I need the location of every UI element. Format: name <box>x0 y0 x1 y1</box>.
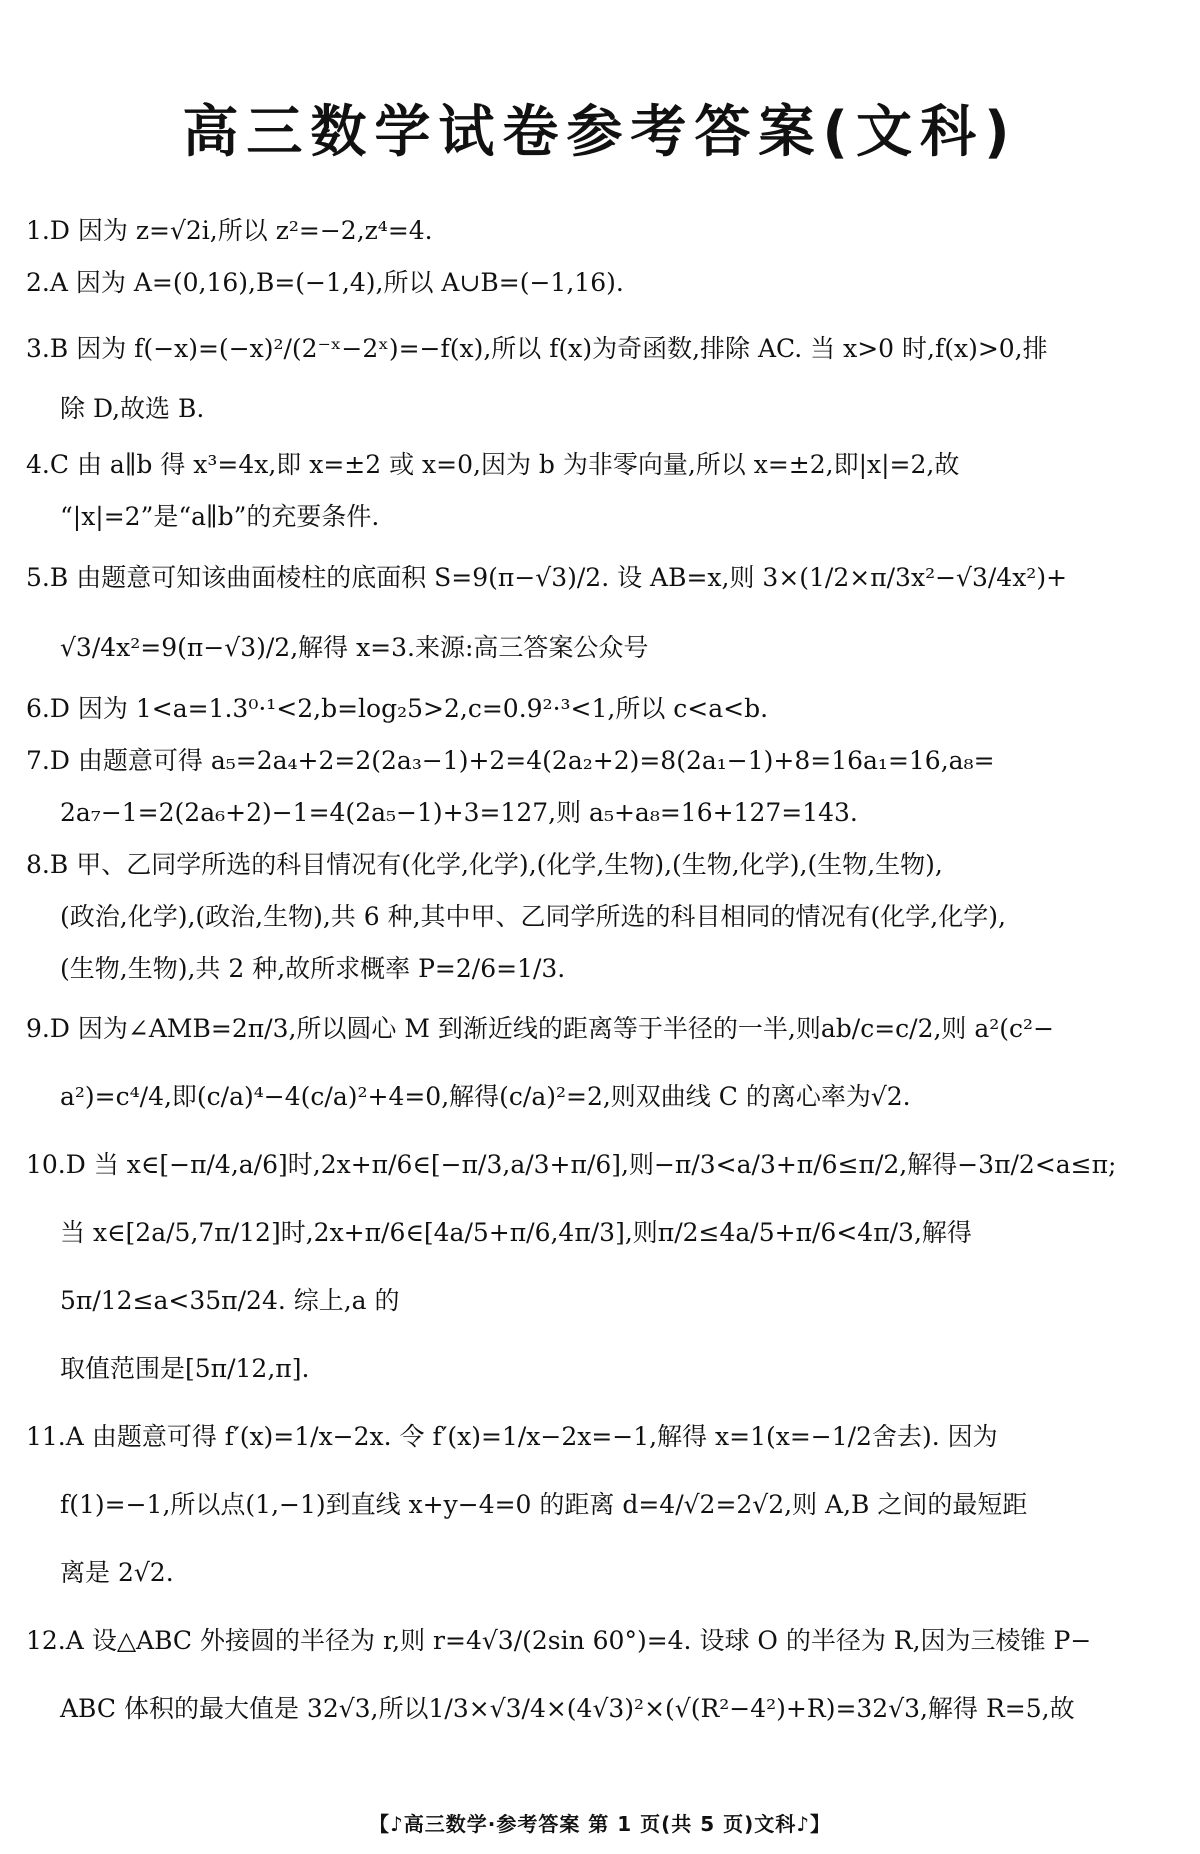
answer-item <box>26 1607 1176 1743</box>
answer-number: 2.A <box>26 268 68 297</box>
answer-continuation: 2a₇−1=2(2a₆+2)−1=4(2a₅−1)+3=127,则 a₅+a₈=16+127=143. <box>60 798 858 827</box>
answer-item <box>26 205 1176 257</box>
answer-item <box>26 439 1176 543</box>
answer-text: 甲、乙同学所选的科目情况有(化学,化学),(化学,生物),(生物,化学),(生物,生物), <box>76 850 943 879</box>
answer-text: 因为∠AMB=2π/3,所以圆心 M 到渐近线的距离等于半径的一半,则ab/c=c/2,则 a²(c²− <box>77 1014 1055 1043</box>
answer-text: 因为 1<a=1.3⁰·¹<2,b=log₂5>2,c=0.9²·³<1,所以 c<a<b. <box>77 694 769 723</box>
answer-continuation: 取值范围是[5π/12,π]. <box>60 1354 310 1383</box>
answer-item <box>26 995 1176 1131</box>
answer-item <box>26 257 1176 309</box>
answer-text: 因为 f(−x)=(−x)²/(2⁻ˣ−2ˣ)=−f(x),所以 f(x)为奇函数,排除 AC. 当 x>0 时,f(x)>0,排 <box>76 334 1048 363</box>
answer-number: 4.C <box>26 450 69 479</box>
answer-number: 7.D <box>26 746 70 775</box>
answer-item <box>26 543 1176 683</box>
answer-item <box>26 319 1176 439</box>
answer-item <box>26 683 1176 735</box>
answer-text: 由题意可得 a₅=2a₄+2=2(2a₃−1)+2=4(2a₂+2)=8(2a₁−1)+8=16a₁=16,a₈= <box>77 746 995 775</box>
answer-continuation: (生物,生物),共 2 种,故所求概率 P=2/6=1/3. <box>60 954 566 983</box>
answer-continuation: f(1)=−1,所以点(1,−1)到直线 x+y−4=0 的距离 d=4/√2=2√2,则 A,B 之间的最短距 <box>60 1490 1028 1519</box>
answer-text: 当 x∈[−π/4,a/6]时,2x+π/6∈[−π/3,a/3+π/6],则−π/3<a/3+π/6≤π/2,解得−3π/2<a≤π; <box>93 1150 1117 1179</box>
answer-text: 由题意可知该曲面棱柱的底面积 S=9(π−√3)/2. 设 AB=x,则 3×(1/2×π/3x²−√3/4x²)+ <box>76 563 1068 592</box>
answer-number: 10.D <box>26 1150 86 1179</box>
page-footer: 【♪高三数学·参考答案 第 1 页(共 5 页)文科♪】 <box>368 1812 832 1836</box>
answer-continuation: √3/4x²=9(π−√3)/2,解得 x=3.来源:高三答案公众号 <box>60 633 649 662</box>
answer-continuation: ABC 体积的最大值是 32√3,所以1/3×√3/4×(4√3)²×(√(R²−4²)+R)=32√3,解得 R=5,故 <box>60 1694 1075 1723</box>
page-title: 高三数学试卷参考答案(文科) <box>182 100 1018 165</box>
answer-number: 8.B <box>26 850 69 879</box>
answer-continuation: 离是 2√2. <box>60 1558 174 1587</box>
answer-item <box>26 735 1176 839</box>
answer-item <box>26 1131 1176 1403</box>
answer-item <box>26 839 1176 995</box>
answer-text: 因为 z=√2i,所以 z²=−2,z⁴=4. <box>77 216 433 245</box>
answer-continuation: 除 D,故选 B. <box>60 394 205 423</box>
answer-number: 11.A <box>26 1422 84 1451</box>
answer-continuation: “|x|=2”是“a∥b”的充要条件. <box>60 502 380 531</box>
answer-continuation: 当 x∈[2a/5,7π/12]时,2x+π/6∈[4a/5+π/6,4π/3],则π/2≤4a/5+π/6<4π/3,解得5π/12≤a<35π/24. 综上,a 的 <box>60 1218 972 1315</box>
answer-text: 因为 A=(0,16),B=(−1,4),所以 A∪B=(−1,16). <box>75 268 624 297</box>
answer-number: 12.A <box>26 1626 84 1655</box>
answer-text: 设△ABC 外接圆的半径为 r,则 r=4√3/(2sin 60°)=4. 设球 O 的半径为 R,因为三棱锥 P− <box>91 1626 1092 1655</box>
answer-text: 由 a∥b 得 x³=4x,即 x=±2 或 x=0,因为 b 为非零向量,所以 x=±2,即|x|=2,故 <box>76 450 960 479</box>
answer-item <box>26 1403 1176 1607</box>
answer-list <box>26 205 1176 1743</box>
answer-continuation: a²)=c⁴/4,即(c/a)⁴−4(c/a)²+4=0,解得(c/a)²=2,则双曲线 C 的离心率为√2. <box>60 1082 911 1111</box>
answer-number: 1.D <box>26 216 70 245</box>
answer-number: 6.D <box>26 694 70 723</box>
answer-text: 由题意可得 f′(x)=1/x−2x. 令 f′(x)=1/x−2x=−1,解得 x=1(x=−1/2舍去). 因为 <box>91 1422 998 1451</box>
answer-number: 3.B <box>26 334 69 363</box>
answer-number: 9.D <box>26 1014 70 1043</box>
answer-number: 5.B <box>26 563 69 592</box>
answer-continuation: (政治,化学),(政治,生物),共 6 种,其中甲、乙同学所选的科目相同的情况有(化学,化学), <box>60 902 1006 931</box>
